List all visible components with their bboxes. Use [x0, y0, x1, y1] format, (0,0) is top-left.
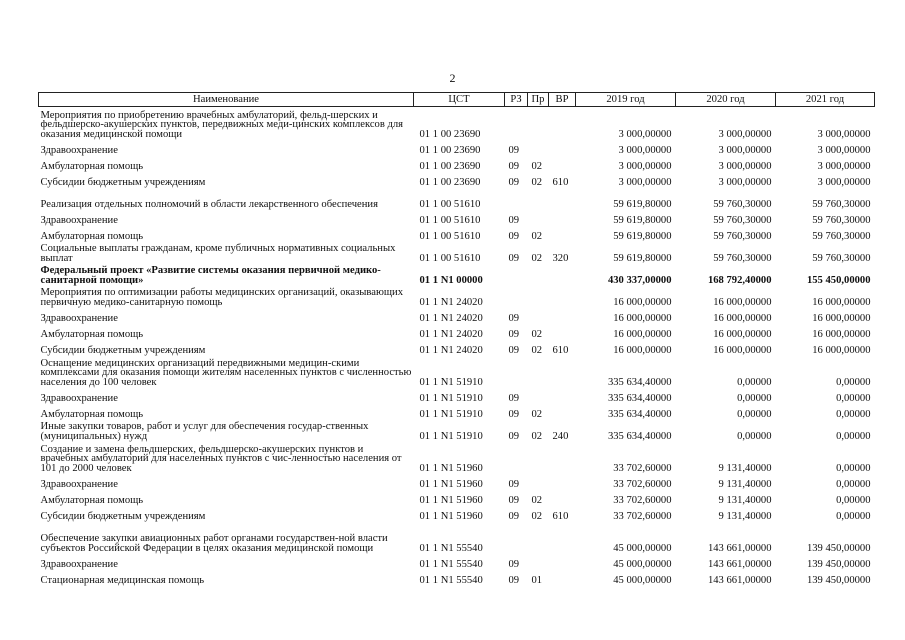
row-name: Амбулаторная помощь	[40, 160, 144, 172]
row-pr: 02	[531, 176, 543, 188]
row-rz: 09	[508, 160, 520, 172]
row-2020: 16 000,00000	[713, 296, 772, 308]
row-rz	[505, 285, 528, 307]
row-2019: 59 619,80000	[613, 230, 672, 242]
row-vr	[549, 107, 576, 140]
row-name: Здравоохранение	[40, 214, 118, 226]
table-row	[39, 323, 875, 339]
row-name: Здравоохранение	[40, 312, 118, 324]
table-row	[39, 139, 875, 155]
row-2021: 59 760,30000	[812, 230, 871, 242]
row-rz: 09	[508, 214, 520, 226]
table-row	[39, 489, 875, 505]
row-2021: 0,00000	[836, 430, 871, 442]
row-2021: 16 000,00000	[812, 344, 871, 356]
row-2021: 0,00000	[836, 376, 871, 388]
row-cst: 01 1 N1 51960	[419, 510, 483, 522]
row-2021: 3 000,00000	[817, 128, 871, 140]
row-2020: 143 661,00000	[707, 542, 772, 554]
row-vr	[549, 307, 576, 323]
header-name: Наименование	[39, 93, 414, 107]
table-row	[39, 339, 875, 355]
row-2019: 3 000,00000	[618, 160, 672, 172]
table-row	[39, 441, 875, 473]
row-vr	[549, 155, 576, 171]
row-rz: 09	[508, 328, 520, 340]
row-rz	[505, 355, 528, 387]
row-cst: 01 1 N1 24020	[419, 312, 483, 324]
row-name: Здравоохранение	[40, 392, 118, 404]
row-name: Социальные выплаты гражданам, кроме публичных нормативных социальных выплат	[40, 243, 396, 264]
row-2020: 143 661,00000	[707, 574, 772, 586]
row-2021: 59 760,30000	[812, 198, 871, 210]
row-cst: 01 1 00 23690	[419, 144, 481, 156]
row-name: Обеспечение закупки авиационных работ органами государствен-ной власти субъектов Российской Федерации в целях оказания медицинской помощи	[40, 533, 388, 554]
table-row	[39, 225, 875, 241]
row-name: Оснащение медицинских организаций передвижными медицин-скими комплексами для оказания помощи жителям населенных пунктов с численностью населения до 100 человек	[40, 357, 412, 388]
row-rz: 09	[508, 494, 520, 506]
table-row	[39, 419, 875, 441]
row-rz: 09	[508, 144, 520, 156]
row-2021: 139 450,00000	[806, 542, 871, 554]
row-2020: 3 000,00000	[718, 160, 772, 172]
row-pr	[528, 441, 549, 473]
row-rz	[505, 263, 528, 285]
row-pr	[528, 521, 549, 553]
row-vr: 240	[552, 430, 569, 442]
row-cst: 01 1 00 51610	[419, 252, 481, 264]
header-vr: ВР	[549, 93, 576, 107]
page-number: 2	[449, 71, 456, 85]
row-2019: 33 702,60000	[613, 510, 672, 522]
table-row	[39, 155, 875, 171]
row-2019: 16 000,00000	[613, 312, 672, 324]
row-2019: 33 702,60000	[613, 478, 672, 490]
row-name: Мероприятия по оптимизации работы медицинских организаций, оказывающих первичную медико-санитарную помощь	[40, 287, 403, 308]
header-pr: Пр	[528, 93, 549, 107]
row-2021: 155 450,00000	[806, 274, 871, 286]
row-pr	[528, 355, 549, 387]
row-2021: 0,00000	[836, 494, 871, 506]
row-2019: 16 000,00000	[613, 296, 672, 308]
row-pr: 02	[531, 160, 543, 172]
row-cst: 01 1 00 51610	[419, 230, 481, 242]
table-row	[39, 505, 875, 521]
row-pr: 02	[531, 430, 543, 442]
row-vr	[549, 387, 576, 403]
row-vr	[549, 263, 576, 285]
row-pr	[528, 473, 549, 489]
row-vr	[549, 489, 576, 505]
row-pr: 01	[531, 574, 543, 586]
row-2019: 16 000,00000	[613, 344, 672, 356]
row-name: Амбулаторная помощь	[40, 328, 144, 340]
row-pr	[528, 285, 549, 307]
row-name: Здравоохранение	[40, 144, 118, 156]
row-cst: 01 1 N1 51960	[419, 462, 483, 474]
table-row	[39, 355, 875, 387]
row-2020: 9 131,40000	[718, 462, 772, 474]
row-pr	[528, 187, 549, 209]
row-vr: 610	[552, 176, 569, 188]
row-2021: 3 000,00000	[817, 144, 871, 156]
row-vr	[549, 553, 576, 569]
row-2020: 59 760,30000	[713, 230, 772, 242]
row-rz	[505, 107, 528, 140]
row-2020: 3 000,00000	[718, 144, 772, 156]
row-vr: 610	[552, 344, 569, 356]
budget-table	[38, 92, 875, 585]
row-rz: 09	[508, 230, 520, 242]
row-pr	[528, 263, 549, 285]
row-2020: 16 000,00000	[713, 328, 772, 340]
row-2020: 9 131,40000	[718, 510, 772, 522]
row-2019: 430 337,00000	[607, 274, 672, 286]
row-2020: 59 760,30000	[713, 214, 772, 226]
row-2019: 59 619,80000	[613, 214, 672, 226]
row-rz: 09	[508, 344, 520, 356]
table-row	[39, 473, 875, 489]
row-2019: 45 000,00000	[613, 558, 672, 570]
header-cst: ЦСТ	[414, 93, 505, 107]
row-2019: 16 000,00000	[613, 328, 672, 340]
header-rz: РЗ	[505, 93, 528, 107]
row-2019: 3 000,00000	[618, 144, 672, 156]
row-name: Иные закупки товаров, работ и услуг для обеспечения государ-ственных (муниципальных) нужд	[40, 421, 369, 442]
row-cst: 01 1 00 23690	[419, 176, 481, 188]
row-cst: 01 1 00 23690	[419, 128, 481, 140]
row-pr: 02	[531, 408, 543, 420]
row-rz: 09	[508, 312, 520, 324]
row-2019: 3 000,00000	[618, 128, 672, 140]
row-2019: 335 634,40000	[607, 376, 672, 388]
row-pr: 02	[531, 230, 543, 242]
row-2021: 16 000,00000	[812, 296, 871, 308]
row-cst: 01 1 N1 55540	[419, 558, 483, 570]
row-2021: 0,00000	[836, 392, 871, 404]
row-cst: 01 1 N1 51910	[419, 376, 483, 388]
row-vr	[549, 285, 576, 307]
row-2020: 9 131,40000	[718, 478, 772, 490]
row-pr: 02	[531, 510, 543, 522]
row-rz: 09	[508, 252, 520, 264]
table-row	[39, 285, 875, 307]
row-rz: 09	[508, 430, 520, 442]
row-2021: 3 000,00000	[817, 160, 871, 172]
row-rz	[505, 187, 528, 209]
row-pr	[528, 387, 549, 403]
row-2019: 59 619,80000	[613, 252, 672, 264]
table-row	[39, 241, 875, 263]
row-pr: 02	[531, 328, 543, 340]
row-2021: 3 000,00000	[817, 176, 871, 188]
row-cst: 01 1 N1 51910	[419, 430, 483, 442]
header-2019: 2019 год	[576, 93, 676, 107]
row-name: Амбулаторная помощь	[40, 494, 144, 506]
header-2020: 2020 год	[676, 93, 776, 107]
row-2021: 16 000,00000	[812, 312, 871, 324]
table-row	[39, 387, 875, 403]
row-2020: 59 760,30000	[713, 252, 772, 264]
row-2020: 0,00000	[737, 430, 772, 442]
row-2021: 59 760,30000	[812, 214, 871, 226]
row-name: Реализация отдельных полномочий в области лекарственного обеспечения	[40, 198, 378, 210]
row-name: Здравоохранение	[40, 558, 118, 570]
table-row	[39, 209, 875, 225]
row-2020: 143 661,00000	[707, 558, 772, 570]
row-2020: 59 760,30000	[713, 198, 772, 210]
row-cst: 01 1 00 23690	[419, 160, 481, 172]
row-name: Амбулаторная помощь	[40, 230, 144, 242]
row-pr: 02	[531, 252, 543, 264]
row-name: Субсидии бюджетным учреждениям	[40, 344, 206, 356]
row-2021: 0,00000	[836, 510, 871, 522]
row-pr: 02	[531, 494, 543, 506]
row-cst: 01 1 N1 51960	[419, 478, 483, 490]
row-name: Стационарная медицинская помощь	[40, 574, 205, 586]
table-row-federal-project	[39, 263, 875, 285]
row-vr: 320	[552, 252, 569, 264]
row-2020: 168 792,40000	[707, 274, 772, 286]
row-rz: 09	[508, 176, 520, 188]
row-cst: 01 1 N1 51910	[419, 408, 483, 420]
row-2019: 3 000,00000	[618, 176, 672, 188]
row-rz	[505, 521, 528, 553]
row-rz: 09	[508, 558, 520, 570]
row-name: Субсидии бюджетным учреждениям	[40, 176, 206, 188]
row-vr	[549, 355, 576, 387]
row-rz	[505, 441, 528, 473]
row-name: Здравоохранение	[40, 478, 118, 490]
row-2021: 16 000,00000	[812, 328, 871, 340]
row-cst: 01 1 N1 24020	[419, 296, 483, 308]
row-pr	[528, 209, 549, 225]
row-cst: 01 1 00 51610	[419, 198, 481, 210]
table-row	[39, 569, 875, 585]
row-2020: 16 000,00000	[713, 312, 772, 324]
row-vr	[549, 323, 576, 339]
table-row	[39, 403, 875, 419]
row-pr	[528, 139, 549, 155]
table-row	[39, 521, 875, 553]
table-row	[39, 107, 875, 140]
row-2019: 45 000,00000	[613, 542, 672, 554]
row-2021: 0,00000	[836, 478, 871, 490]
row-pr: 02	[531, 344, 543, 356]
header-2021: 2021 год	[776, 93, 875, 107]
row-vr	[549, 139, 576, 155]
row-cst: 01 1 N1 55540	[419, 542, 483, 554]
row-pr	[528, 553, 549, 569]
row-2019: 33 702,60000	[613, 494, 672, 506]
row-vr	[549, 473, 576, 489]
row-2020: 0,00000	[737, 408, 772, 420]
row-2020: 3 000,00000	[718, 176, 772, 188]
row-vr	[549, 569, 576, 585]
row-name: Федеральный проект «Развитие системы оказания первичной медико-санитарной помощи»	[40, 265, 381, 286]
row-2019: 59 619,80000	[613, 198, 672, 210]
row-vr	[549, 441, 576, 473]
row-pr	[528, 107, 549, 140]
row-rz: 09	[508, 574, 520, 586]
row-2021: 0,00000	[836, 462, 871, 474]
row-2021: 139 450,00000	[806, 558, 871, 570]
row-cst: 01 1 N1 24020	[419, 344, 483, 356]
table-row	[39, 187, 875, 209]
row-cst: 01 1 N1 55540	[419, 574, 483, 586]
row-2019: 335 634,40000	[607, 392, 672, 404]
row-2021: 139 450,00000	[806, 574, 871, 586]
row-cst: 01 1 N1 00000	[419, 274, 483, 286]
row-vr	[549, 225, 576, 241]
row-rz: 09	[508, 510, 520, 522]
row-name: Амбулаторная помощь	[40, 408, 144, 420]
row-rz: 09	[508, 392, 520, 404]
table-body	[39, 107, 875, 586]
row-cst: 01 1 N1 51910	[419, 392, 483, 404]
row-pr	[528, 307, 549, 323]
row-rz: 09	[508, 478, 520, 490]
row-vr	[549, 521, 576, 553]
row-2020: 16 000,00000	[713, 344, 772, 356]
table-header-row	[39, 93, 875, 107]
row-vr	[549, 209, 576, 225]
row-name: Создание и замена фельдшерских, фельдшерско-акушерских пунктов и врачебных амбулаторий для населенных пунктов с чис-ленностью населения от 101 до 2000 человек	[40, 443, 402, 474]
row-cst: 01 1 N1 24020	[419, 328, 483, 340]
row-vr	[549, 403, 576, 419]
row-cst: 01 1 N1 51960	[419, 494, 483, 506]
table-row	[39, 171, 875, 187]
row-2020: 0,00000	[737, 392, 772, 404]
row-name: Субсидии бюджетным учреждениям	[40, 510, 206, 522]
row-2019: 45 000,00000	[613, 574, 672, 586]
table-row	[39, 307, 875, 323]
row-cst: 01 1 00 51610	[419, 214, 481, 226]
row-2020: 3 000,00000	[718, 128, 772, 140]
row-2021: 59 760,30000	[812, 252, 871, 264]
row-2019: 33 702,60000	[613, 462, 672, 474]
row-2019: 335 634,40000	[607, 408, 672, 420]
row-vr	[549, 187, 576, 209]
row-vr: 610	[552, 510, 569, 522]
row-rz: 09	[508, 408, 520, 420]
row-2019: 335 634,40000	[607, 430, 672, 442]
row-2020: 9 131,40000	[718, 494, 772, 506]
table-row	[39, 553, 875, 569]
row-2020: 0,00000	[737, 376, 772, 388]
row-2021: 0,00000	[836, 408, 871, 420]
row-name: Мероприятия по приобретению врачебных амбулаторий, фельд-шерских и фельдшерско-акушерских пунктов, передвижных меди-цинских комплексов для оказания медицинской помощи	[40, 109, 404, 140]
